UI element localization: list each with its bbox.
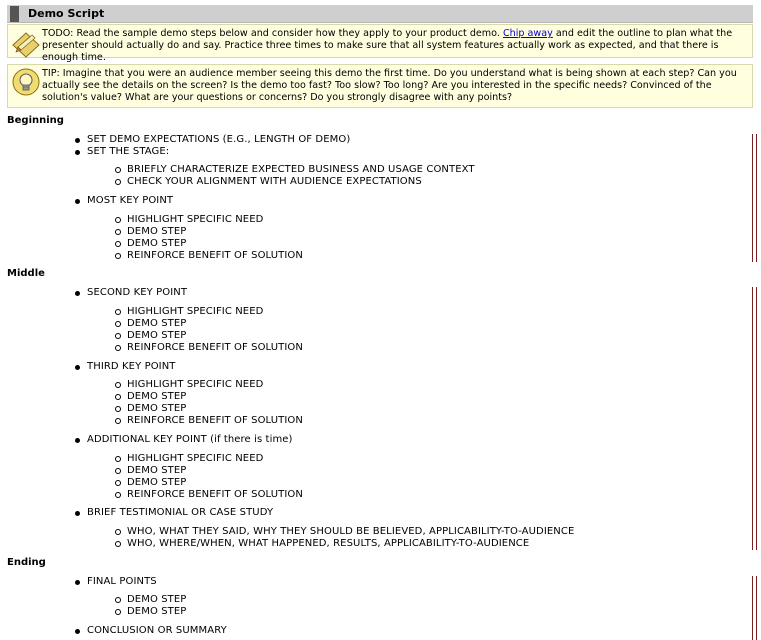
sub-list-item: HIGHLIGHT SPECIFIC NEED [127,453,264,464]
sub-list-item: WHO, WHAT THEY SAID, WHY THEY SHOULD BE BELIEVED, APPLICABILITY-TO-AUDIENCE [127,526,575,537]
todo-note [7,24,753,63]
sub-list-item: REINFORCE BENEFIT OF SOLUTION [127,415,303,426]
sub-list-item: DEMO STEP [127,403,187,414]
section-heading-beginning: Beginning [7,115,64,126]
sub-list-item: HIGHLIGHT SPECIFIC NEED [127,214,264,225]
pencil-note-icon [10,27,42,59]
todo-prefix: TODO: Read the sample demo steps below and consider how they apply to your product demo. [42,28,503,39]
section-rule-middle [752,287,757,550]
tip-text: TIP: Imagine that you were an audience member seeing this demo the first time. Do you understand what is being shown at each step? Can you actually see the details on the screen? Is the demo too fast? Too slow? Too long? Are you interested in the specific needs? Convinced of the solution's value? What are your questions or concerns? Do you strongly disagree with any points? [42,68,737,103]
todo-suffix: and edit the outline to plan what the presenter should actually do and say. Practice three times to make sure that all system features actually work as expected, and that there is enough time. [42,28,733,63]
title-marker [10,6,19,22]
sub-list-item: BRIEFLY CHARACTERIZE EXPECTED BUSINESS AND USAGE CONTEXT [127,164,475,175]
sub-list-item: HIGHLIGHT SPECIFIC NEED [127,379,264,390]
list-item: SET DEMO EXPECTATIONS (E.G., LENGTH OF DEMO) [87,134,351,145]
sub-list-item: HIGHLIGHT SPECIFIC NEED [127,306,264,317]
sub-list-item: DEMO STEP [127,318,187,329]
section-rule-beginning [752,134,757,262]
sub-list-item: DEMO STEP [127,226,187,237]
sub-list-item: DEMO STEP [127,594,187,605]
section-heading-middle: Middle [7,268,45,279]
list-item: SET THE STAGE: [87,146,170,157]
sub-list-item: WHO, WHERE/WHEN, WHAT HAPPENED, RESULTS, APPLICABILITY-TO-AUDIENCE [127,538,530,549]
todo-text [42,28,748,64]
sub-list-item: REINFORCE BENEFIT OF SOLUTION [127,342,303,353]
title-bar [7,5,753,23]
sub-list-item: DEMO STEP [127,330,187,341]
sub-list-item: REINFORCE BENEFIT OF SOLUTION [127,250,303,261]
lightbulb-icon [10,67,42,99]
list-item: MOST KEY POINT [87,195,174,206]
sub-list-item: DEMO STEP [127,238,187,249]
list-item: BRIEF TESTIMONIAL OR CASE STUDY [87,507,274,518]
sub-list-item: REINFORCE BENEFIT OF SOLUTION [127,489,303,500]
sub-list-item: DEMO STEP [127,606,187,617]
list-item: SECOND KEY POINT [87,287,188,298]
tip-note [7,64,753,108]
sub-list-item: DEMO STEP [127,477,187,488]
sub-list-item: CHECK YOUR ALIGNMENT WITH AUDIENCE EXPECTATIONS [127,176,422,187]
list-item: FINAL POINTS [87,576,157,587]
section-rule-ending [752,576,757,640]
section-heading-ending: Ending [7,557,46,568]
sub-list-item: DEMO STEP [127,465,187,476]
sub-list-item: DEMO STEP [127,391,187,402]
list-item: THIRD KEY POINT [87,361,176,372]
chip-away-link[interactable]: Chip away [502,28,553,39]
list-item: ADDITIONAL KEY POINT (if there is time) [87,434,293,445]
list-item: CONCLUSION OR SUMMARY [87,625,227,636]
page-title: Demo Script [28,7,105,20]
